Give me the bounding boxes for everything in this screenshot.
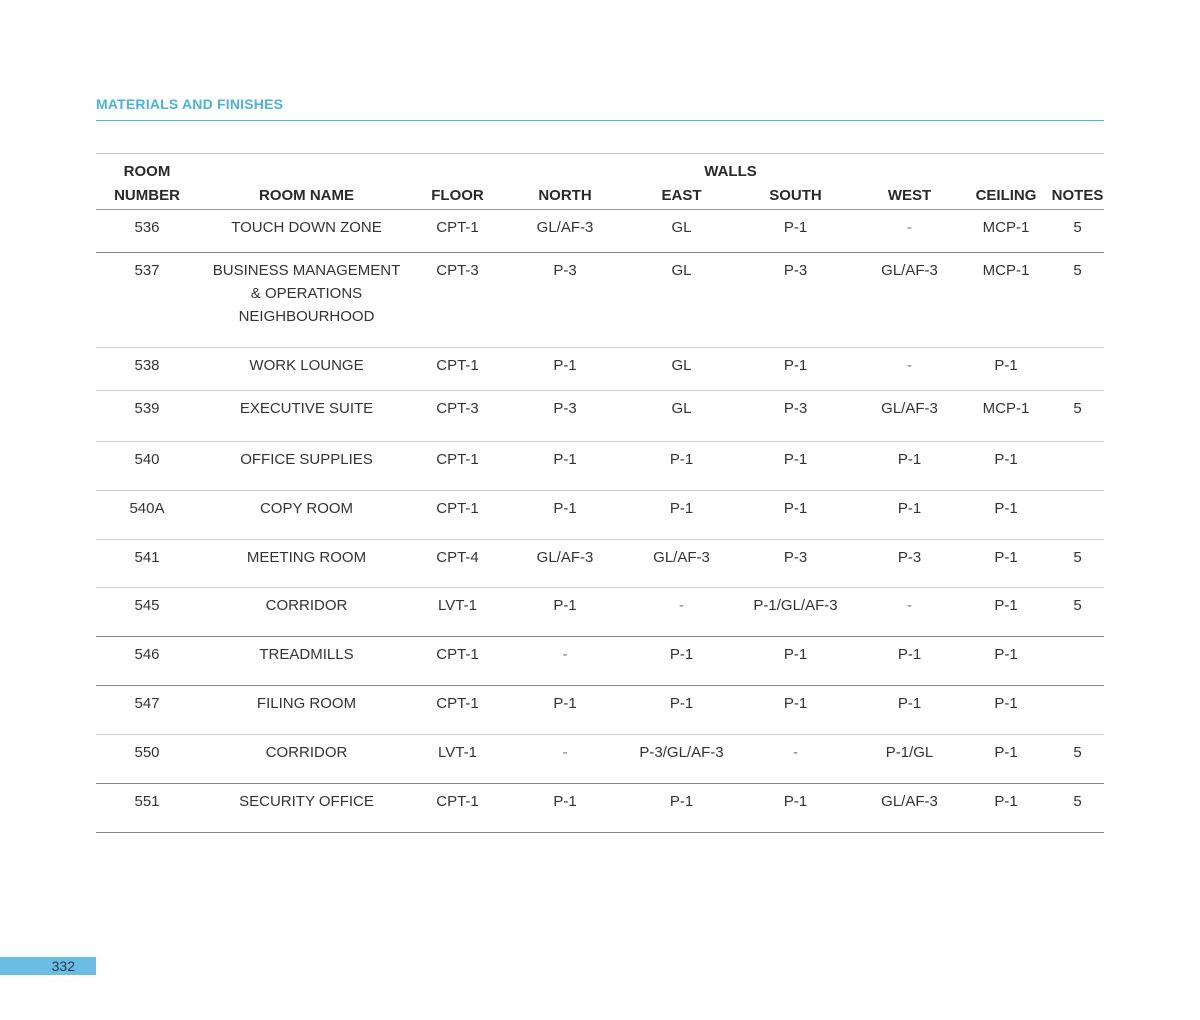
cell-room-name: TOUCH DOWN ZONE bbox=[231, 219, 382, 236]
cell-ceiling: MCP-1 bbox=[982, 219, 1030, 236]
cell-west-wall: P-1/GL bbox=[885, 744, 934, 761]
column-header-room-number: NUMBER bbox=[114, 187, 180, 204]
cell-south-wall: P-3 bbox=[783, 262, 808, 279]
cell-north-wall: - bbox=[562, 744, 568, 761]
cell-notes bbox=[1051, 348, 1104, 391]
cell-south-wall: P-1 bbox=[783, 793, 808, 810]
cell-east-wall: - bbox=[679, 597, 684, 614]
cell-room-name: CORRIDOR bbox=[265, 597, 348, 614]
column-header-floor: FLOOR bbox=[431, 187, 484, 204]
cell-north-wall: P-1 bbox=[553, 793, 577, 810]
cell-ceiling: P-1 bbox=[994, 646, 1018, 663]
cell-notes bbox=[1051, 491, 1104, 540]
cell-floor: CPT-1 bbox=[436, 451, 479, 468]
table-row bbox=[96, 442, 1104, 491]
cell-room-number: 547 bbox=[134, 695, 160, 712]
cell-notes: 5 bbox=[1073, 549, 1082, 566]
cell-east-wall: GL bbox=[671, 219, 692, 236]
cell-east-wall: GL/AF-3 bbox=[653, 549, 710, 566]
cell-room-name: TREADMILLS bbox=[259, 646, 354, 663]
column-header-south: SOUTH bbox=[769, 187, 822, 204]
cell-room-number: 551 bbox=[134, 793, 160, 810]
cell-east-wall: P-1 bbox=[669, 646, 694, 663]
table-row bbox=[96, 348, 1104, 391]
cell-floor: CPT-1 bbox=[436, 695, 479, 712]
cell-west-wall: P-1 bbox=[897, 695, 922, 712]
cell-east-wall: GL bbox=[671, 262, 692, 279]
cell-room-number: 540 bbox=[134, 451, 160, 468]
cell-south-wall: P-3 bbox=[783, 549, 808, 566]
cell-floor: CPT-3 bbox=[436, 262, 479, 279]
cell-ceiling: MCP-1 bbox=[982, 400, 1030, 417]
table-row bbox=[96, 637, 1104, 686]
cell-room-number: 550 bbox=[134, 744, 160, 761]
table-row bbox=[96, 491, 1104, 540]
cell-west-wall: - bbox=[907, 219, 912, 236]
cell-south-wall: - bbox=[793, 744, 798, 761]
cell-room-name: BUSINESS MANAGEMENT & OPERATIONS NEIGHBOURHOOD bbox=[212, 262, 401, 325]
cell-south-wall: P-1 bbox=[783, 357, 808, 374]
cell-room-name: EXECUTIVE SUITE bbox=[239, 400, 374, 417]
column-header-room-line1: ROOM bbox=[123, 163, 171, 180]
cell-notes: 5 bbox=[1073, 400, 1082, 417]
cell-east-wall: P-1 bbox=[669, 500, 694, 517]
table-row bbox=[96, 588, 1104, 637]
cell-notes: 5 bbox=[1073, 262, 1082, 279]
cell-north-wall: P-1 bbox=[553, 695, 577, 712]
cell-ceiling: P-1 bbox=[994, 500, 1018, 517]
table-row bbox=[96, 540, 1104, 588]
cell-ceiling: P-1 bbox=[994, 451, 1018, 468]
cell-room-number: 536 bbox=[134, 219, 160, 236]
cell-west-wall: - bbox=[907, 357, 912, 374]
cell-floor: LVT-1 bbox=[438, 597, 477, 614]
cell-south-wall: P-1 bbox=[783, 695, 808, 712]
cell-room-number: 546 bbox=[134, 646, 160, 663]
cell-floor: CPT-3 bbox=[436, 400, 479, 417]
cell-notes: 5 bbox=[1073, 597, 1082, 614]
cell-east-wall: P-1 bbox=[669, 451, 694, 468]
cell-south-wall: P-1 bbox=[783, 646, 808, 663]
cell-west-wall: P-3 bbox=[897, 549, 922, 566]
column-header-ceiling: CEILING bbox=[975, 187, 1037, 204]
cell-room-name: OFFICE SUPPLIES bbox=[240, 451, 373, 468]
cell-room-number: 538 bbox=[134, 357, 160, 374]
cell-south-wall: P-3 bbox=[783, 400, 808, 417]
cell-west-wall: GL/AF-3 bbox=[881, 793, 938, 810]
column-header-west: WEST bbox=[887, 187, 932, 204]
cell-north-wall: P-1 bbox=[553, 357, 577, 374]
cell-north-wall: GL/AF-3 bbox=[536, 549, 594, 566]
cell-west-wall: GL/AF-3 bbox=[881, 400, 938, 417]
cell-floor: CPT-1 bbox=[436, 219, 479, 236]
cell-notes bbox=[1051, 637, 1104, 686]
cell-north-wall: P-1 bbox=[553, 597, 577, 614]
cell-floor: CPT-1 bbox=[436, 646, 479, 663]
cell-west-wall: - bbox=[907, 597, 912, 614]
cell-notes: 5 bbox=[1073, 793, 1082, 810]
finishes-table bbox=[96, 153, 1104, 833]
cell-floor: CPT-4 bbox=[436, 549, 479, 566]
cell-room-number: 541 bbox=[134, 549, 160, 566]
cell-north-wall: - bbox=[562, 646, 568, 663]
table-row bbox=[96, 391, 1104, 442]
cell-room-number: 539 bbox=[134, 400, 160, 417]
column-header-room-name: ROOM NAME bbox=[259, 187, 354, 204]
cell-south-wall: P-1 bbox=[783, 451, 808, 468]
cell-notes bbox=[1051, 686, 1104, 735]
cell-room-name: CORRIDOR bbox=[265, 744, 348, 761]
table-row bbox=[96, 253, 1104, 348]
cell-notes bbox=[1051, 442, 1104, 491]
cell-room-number: 545 bbox=[134, 597, 160, 614]
cell-floor: LVT-1 bbox=[438, 744, 477, 761]
cell-notes: 5 bbox=[1073, 219, 1082, 236]
cell-east-wall: P-1 bbox=[669, 793, 694, 810]
table-body bbox=[96, 210, 1104, 833]
cell-west-wall: GL/AF-3 bbox=[881, 262, 938, 279]
page-number-badge: 332 bbox=[0, 957, 96, 975]
cell-ceiling: P-1 bbox=[994, 744, 1018, 761]
column-header-notes: NOTES bbox=[1051, 187, 1104, 204]
title-divider bbox=[96, 120, 1104, 121]
column-group-walls: WALLS bbox=[704, 163, 757, 180]
cell-south-wall: P-1 bbox=[783, 219, 808, 236]
cell-room-name: COPY ROOM bbox=[259, 500, 354, 517]
cell-north-wall: P-1 bbox=[553, 451, 577, 468]
column-header-north: NORTH bbox=[538, 187, 592, 204]
cell-ceiling: P-1 bbox=[994, 793, 1018, 810]
cell-floor: CPT-1 bbox=[436, 500, 479, 517]
cell-notes: 5 bbox=[1073, 744, 1082, 761]
cell-west-wall: P-1 bbox=[897, 451, 922, 468]
cell-room-number: 537 bbox=[134, 262, 160, 279]
cell-floor: CPT-1 bbox=[436, 793, 479, 810]
table-row bbox=[96, 735, 1104, 784]
table-row bbox=[96, 784, 1104, 833]
cell-north-wall: P-1 bbox=[553, 500, 577, 517]
table-row bbox=[96, 210, 1104, 253]
cell-room-name: MEETING ROOM bbox=[246, 549, 367, 566]
cell-ceiling: P-1 bbox=[994, 597, 1018, 614]
cell-room-name: FILING ROOM bbox=[256, 695, 357, 712]
cell-east-wall: P-3/GL/AF-3 bbox=[639, 744, 724, 761]
cell-ceiling: MCP-1 bbox=[982, 262, 1030, 279]
cell-east-wall: GL bbox=[671, 400, 692, 417]
column-header-east: EAST bbox=[661, 187, 702, 204]
cell-ceiling: P-1 bbox=[994, 549, 1018, 566]
cell-east-wall: GL bbox=[671, 357, 692, 374]
cell-west-wall: P-1 bbox=[897, 646, 922, 663]
table-header bbox=[96, 154, 1104, 210]
cell-room-name: SECURITY OFFICE bbox=[239, 793, 374, 810]
cell-north-wall: P-3 bbox=[553, 262, 577, 279]
cell-south-wall: P-1 bbox=[783, 500, 808, 517]
cell-floor: CPT-1 bbox=[436, 357, 479, 374]
cell-room-number: 540A bbox=[129, 500, 165, 517]
cell-east-wall: P-1 bbox=[669, 695, 694, 712]
cell-ceiling: P-1 bbox=[994, 357, 1018, 374]
cell-south-wall: P-1/GL/AF-3 bbox=[753, 597, 838, 614]
table-row bbox=[96, 686, 1104, 735]
cell-ceiling: P-1 bbox=[994, 695, 1018, 712]
cell-north-wall: P-3 bbox=[553, 400, 577, 417]
cell-room-name: WORK LOUNGE bbox=[249, 357, 364, 374]
cell-west-wall: P-1 bbox=[897, 500, 922, 517]
cell-north-wall: GL/AF-3 bbox=[536, 219, 594, 236]
section-title: MATERIALS AND FINISHES bbox=[96, 96, 284, 112]
